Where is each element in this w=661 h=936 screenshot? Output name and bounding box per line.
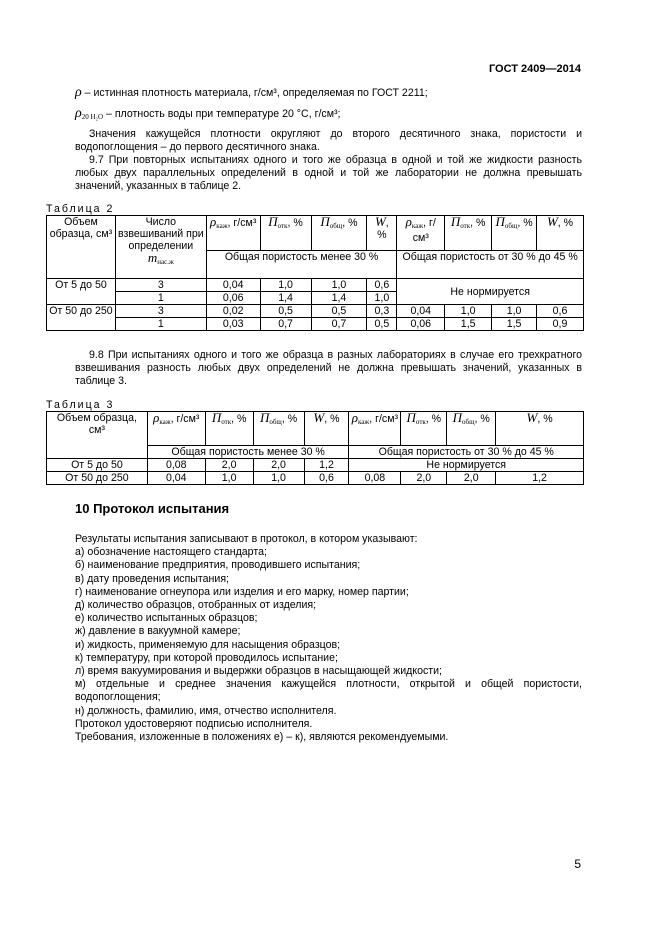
table2-cell: 0,9: [537, 318, 584, 331]
table2-cell: 0,3: [367, 305, 397, 318]
table-2: [46, 215, 584, 331]
list-item: д) количество образцов, отобранных от изделия;: [75, 599, 317, 612]
table3-header-potk-2: $П_{отк}$, %: [401, 412, 447, 446]
table2-cell: 1,4: [260, 292, 311, 305]
table2-header-potk-1: $П_{отк}$, %: [260, 216, 311, 251]
table2-cell: 0,02: [206, 305, 260, 318]
table2-not-normed: Не нормируется: [397, 279, 584, 305]
paragraph-rounding: Значения кажущейся плотности округляют до второго десятичного знака, пористости и водопоглощения – до первого десятичного знака.: [75, 128, 582, 153]
table2-cell: 0,06: [206, 292, 260, 305]
table2-cell: 0,6: [367, 279, 397, 292]
table2-cell: 1,0: [492, 305, 537, 318]
table2-cell-count: 1: [115, 318, 206, 331]
table3-cell: 2,0: [401, 472, 447, 485]
closing-text: Требования, изложенные в положениях е) – к), являются рекомендуемыми.: [75, 731, 449, 744]
table2-cell: 1,0: [445, 305, 492, 318]
closing-text: Протокол удостоверяют подписью исполнителя.: [75, 717, 313, 730]
definition-rho-water: [75, 107, 340, 124]
table2-header-rho-2: $\rho_{каж}$, г/см³: [397, 216, 445, 251]
table3-cell-volume: От 5 до 50: [47, 459, 148, 472]
list-item: н) должность, фамилию, имя, отчество исполнителя.: [75, 704, 337, 717]
table3-group-30-45: Общая пористость от 30 % до 45 %: [349, 446, 584, 459]
list-item: к) температуру, при которой проводилось испытание;: [75, 651, 338, 664]
paragraph-9-8: 9.8 При испытаниях одного и того же образца в разных лабораториях в случае его трехкратного взвешивания разность любых двух определений не должна превышать значений, указанных в таблице 3.: [75, 349, 582, 387]
table2-cell-volume: От 50 до 250: [47, 305, 116, 331]
list-item: б) наименование предприятия, проводившего испытания;: [75, 559, 361, 572]
table2-header-count: [115, 216, 206, 279]
rho-water-symbol: ρ: [75, 106, 82, 121]
table2-cell: 0,03: [206, 318, 260, 331]
table2-cell-volume: От 5 до 50: [47, 279, 116, 305]
definition-text: – истинная плотность материала, г/см³, определяемая по ГОСТ 2211;: [81, 87, 428, 99]
table3-header-potk-1: $П_{отк}$, %: [205, 412, 253, 446]
list-item: и) жидкость, применяемую для насыщения образцов;: [75, 638, 341, 651]
table3-cell: 0,08: [349, 472, 401, 485]
list-item: м) отдельные и среднее значения кажущейся плотности, открытой и общей пористости, водопоглощения;: [75, 678, 582, 704]
table3-not-normed: Не нормируется: [349, 459, 584, 472]
table2-cell: 0,5: [260, 305, 311, 318]
table2-cell: 0,5: [311, 305, 367, 318]
table2-header-count-text: Число взвешиваний при определении: [117, 216, 204, 252]
table2-header-potk-2: $П_{отк}$, %: [445, 216, 492, 251]
table2-cell: 0,04: [397, 305, 445, 318]
list-item: в) дату проведения испытания;: [75, 572, 229, 585]
document-code: ГОСТ 2409—2014: [488, 63, 581, 75]
table3-header-volume: Объем образца, см³: [47, 412, 148, 459]
table3-header-w-2: W, %: [496, 412, 584, 446]
table3-header-rho-1: $\rho_{каж}$, г/см³: [147, 412, 205, 446]
list-item: ж) давление в вакуумной камере;: [75, 625, 241, 638]
table3-header-rho-2: $\rho_{каж}$, г/см³: [349, 412, 401, 446]
table3-cell: 2,0: [447, 472, 496, 485]
table3-cell: 2,0: [253, 459, 304, 472]
table3-cell: 1,2: [304, 459, 349, 472]
table3-cell: 2,0: [205, 459, 253, 472]
paragraph-9-7: 9.7 При повторных испытаниях одного и того же образца в одной и той же жидкости разность любых двух параллельных определений в одной и той же лаборатории не должна превышать значений, указанных в таблице 2.: [75, 154, 582, 192]
table2-cell: 1,4: [311, 292, 367, 305]
list-item: е) количество испытанных образцов;: [75, 612, 258, 625]
definition-rho: [75, 86, 428, 100]
table2-caption: Таблица 2: [46, 203, 115, 215]
table2-cell: 1,5: [492, 318, 537, 331]
table2-header-w-2: W, %: [537, 216, 584, 251]
table2-cell-count: 3: [115, 279, 206, 292]
table2-cell: 1,0: [260, 279, 311, 292]
table2-header-pobsh-1: $П_{общ}$, %: [311, 216, 367, 251]
table2-group-30-45: Общая пористость от 30 % до 45 %: [397, 251, 584, 279]
table2-group-under-30: Общая пористость менее 30 %: [206, 251, 397, 279]
table2-cell: 0,5: [367, 318, 397, 331]
rho-water-subscript: 20 H₂O: [81, 113, 104, 121]
table2-cell: 1,0: [311, 279, 367, 292]
table2-cell-count: 3: [115, 305, 206, 318]
definition-text: – плотность воды при температуре 20 °С, г/см³;: [103, 108, 341, 120]
table2-header-w-1: W, %: [367, 216, 397, 251]
table3-cell: 1,0: [253, 472, 304, 485]
page-number: 5: [574, 857, 581, 871]
table2-header-volume: Объем образца, см³: [47, 216, 116, 279]
section-10-intro: Результаты испытания записывают в протокол, в котором указывают:: [75, 533, 418, 545]
table3-cell: 0,6: [304, 472, 349, 485]
table3-cell: 1,0: [205, 472, 253, 485]
table2-header-rho-1: $\rho_{каж}$, г/см³: [206, 216, 260, 251]
table2-cell-count: 1: [115, 292, 206, 305]
table3-caption: Таблица 3: [46, 399, 115, 411]
table2-cell: 0,06: [397, 318, 445, 331]
table3-cell: 0,04: [147, 472, 205, 485]
m-symbol: m: [147, 250, 158, 265]
list-item: л) время вакуумирования и выдержки образцов в насыщающей жидкости;: [75, 665, 442, 678]
section-10-body: [75, 533, 582, 744]
table2-header-pobsh-2: $П_{общ}$, %: [492, 216, 537, 251]
table2-cell: 0,7: [260, 318, 311, 331]
table-3: [46, 411, 584, 485]
m-subscript: нас.ж: [157, 258, 174, 266]
table2-cell: 0,04: [206, 279, 260, 292]
section-10-title: 10 Протокол испытания: [75, 501, 230, 516]
table3-header-pobsh-1: $П_{общ}$, %: [253, 412, 304, 446]
table2-cell: 0,7: [311, 318, 367, 331]
table3-header-w-1: W, %: [304, 412, 349, 446]
list-item: а) обозначение настоящего стандарта;: [75, 546, 267, 559]
table3-cell: 1,2: [496, 472, 584, 485]
table3-group-under-30: Общая пористость менее 30 %: [147, 446, 349, 459]
table3-cell-volume: От 50 до 250: [47, 472, 148, 485]
rho-symbol: ρ: [75, 85, 82, 100]
table2-cell: 1,0: [367, 292, 397, 305]
list-item: г) наименование огнеупора или изделия и его марку, номер партии;: [75, 585, 409, 598]
table2-cell: 0,6: [537, 305, 584, 318]
table3-cell: 0,08: [147, 459, 205, 472]
table2-cell: 1,5: [445, 318, 492, 331]
table3-header-pobsh-2: $П_{общ}$, %: [447, 412, 496, 446]
